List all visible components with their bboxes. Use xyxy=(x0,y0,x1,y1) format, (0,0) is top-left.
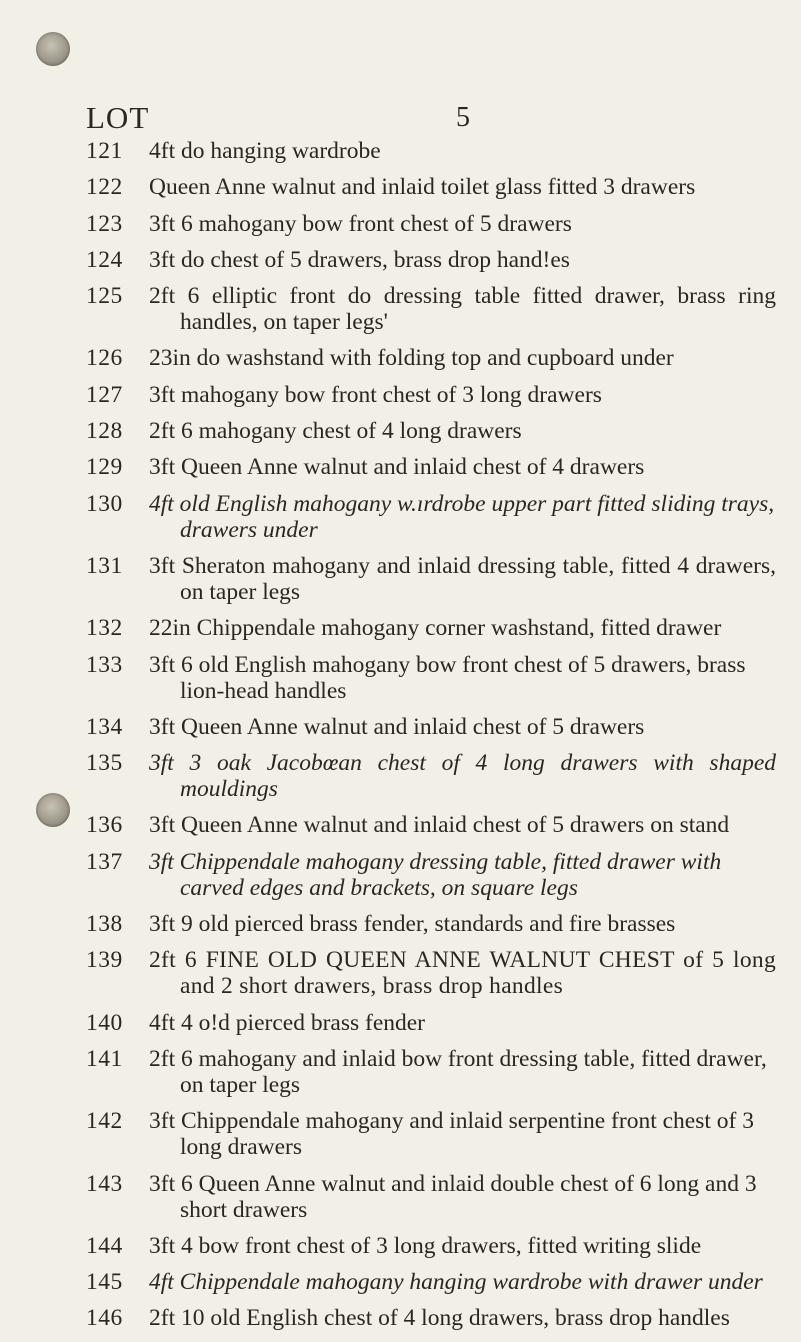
lot-number: 121 xyxy=(86,138,123,164)
lot-column-heading: LOT xyxy=(86,100,150,135)
lot-number: 137 xyxy=(86,848,123,875)
lot-description: 23in do washstand with folding top and cupboard under xyxy=(149,345,674,372)
lot-description: 3ft mahogany bow front chest of 3 long drawers xyxy=(149,381,602,408)
lot-description: 3ft Chippendale mahogany and inlaid serpentine front chest of 3 long drawers xyxy=(149,1108,754,1161)
list-item xyxy=(86,911,776,937)
list-item xyxy=(86,211,776,237)
lot-description: 3ft 6 Queen Anne walnut and inlaid double chest of 6 long and 3 short drawers xyxy=(149,1170,757,1223)
lot-number: 140 xyxy=(86,1009,123,1036)
punch-hole-icon xyxy=(36,793,70,827)
lot-description: 4ft Chippendale mahogany hanging wardrobe with drawer under xyxy=(149,1269,763,1296)
lot-number: 136 xyxy=(86,812,123,839)
lot-number: 123 xyxy=(86,210,123,237)
lot-number: 124 xyxy=(86,246,123,273)
lot-number: 139 xyxy=(86,947,123,974)
lot-description: 2ft 10 old English chest of 4 long drawers, brass drop handles xyxy=(149,1305,730,1332)
list-item xyxy=(86,1269,776,1295)
list-item xyxy=(86,454,776,480)
punch-hole-icon xyxy=(36,32,70,66)
lot-number: 135 xyxy=(86,750,123,777)
lot-description: 3ft Sheraton mahogany and inlaid dressing table, fitted 4 drawers, on taper legs xyxy=(149,552,776,605)
lot-number: 125 xyxy=(86,283,123,310)
lot-number: 144 xyxy=(86,1232,123,1259)
lot-description: 4ft do hanging wardrobe xyxy=(149,138,381,164)
list-item xyxy=(86,345,776,371)
lot-description: 3ft 3 oak Jacobœan chest of 4 long drawers with shaped mouldings xyxy=(149,750,776,803)
lot-description: 3ft Chippendale mahogany dressing table, fitted drawer with carved edges and brackets, on square legs xyxy=(149,848,722,901)
lot-description: 3ft Queen Anne walnut and inlaid chest of 4 drawers xyxy=(149,454,645,481)
list-item xyxy=(86,1108,776,1160)
lot-number: 141 xyxy=(86,1045,123,1072)
list-item xyxy=(86,849,776,901)
lot-number: 126 xyxy=(86,345,123,372)
list-item xyxy=(86,1233,776,1259)
lot-number: 145 xyxy=(86,1269,123,1296)
lot-description: 4ft 4 o!d pierced brass fender xyxy=(149,1009,426,1036)
page-header xyxy=(86,100,765,135)
lot-number: 133 xyxy=(86,651,123,678)
list-item xyxy=(86,418,776,444)
list-item xyxy=(86,283,776,335)
lot-description: 2ft 6 mahogany and inlaid bow front dressing table, fitted drawer, on taper legs xyxy=(149,1045,767,1098)
list-item xyxy=(86,553,776,605)
list-item xyxy=(86,652,776,704)
lot-number: 128 xyxy=(86,418,123,445)
lot-description: 3ft Queen Anne walnut and inlaid chest of 5 drawers on stand xyxy=(149,812,730,839)
lot-description: 2ft 6 FINE OLD QUEEN ANNE WALNUT CHEST of 5 long and 2 short drawers, brass drop handles xyxy=(149,947,776,1000)
list-item xyxy=(86,138,776,164)
lot-description: 2ft 6 mahogany chest of 4 long drawers xyxy=(149,418,522,445)
page-number: 5 xyxy=(456,102,470,133)
lot-number: 134 xyxy=(86,713,123,740)
list-item xyxy=(86,491,776,543)
lot-number: 129 xyxy=(86,454,123,481)
list-item xyxy=(86,812,776,838)
list-item xyxy=(86,615,776,641)
lot-list xyxy=(86,138,776,1342)
list-item xyxy=(86,947,776,999)
lot-number: 138 xyxy=(86,911,123,938)
list-item xyxy=(86,1171,776,1223)
lot-number: 146 xyxy=(86,1305,123,1332)
lot-number: 131 xyxy=(86,552,123,579)
list-item xyxy=(86,1010,776,1036)
lot-number: 122 xyxy=(86,174,123,201)
lot-description: 3ft do chest of 5 drawers, brass drop hand!es xyxy=(149,246,570,273)
lot-description: 2ft 6 elliptic front do dressing table fitted drawer, brass ring handles, on taper legs' xyxy=(149,283,776,336)
lot-description: 4ft old English mahogany w.ırdrobe upper part fitted sliding trays, drawers under xyxy=(149,490,775,543)
lot-number: 132 xyxy=(86,615,123,642)
lot-number: 143 xyxy=(86,1170,123,1197)
list-item xyxy=(86,1046,776,1098)
list-item xyxy=(86,714,776,740)
list-item xyxy=(86,750,776,802)
lot-description: 3ft 6 old English mahogany bow front chest of 5 drawers, brass lion-head handles xyxy=(149,651,746,704)
lot-number: 127 xyxy=(86,381,123,408)
lot-description: 22in Chippendale mahogany corner washstand, fitted drawer xyxy=(149,615,722,642)
list-item xyxy=(86,247,776,273)
lot-description: 3ft Queen Anne walnut and inlaid chest of 5 drawers xyxy=(149,713,645,740)
lot-description: 3ft 6 mahogany bow front chest of 5 drawers xyxy=(149,210,572,237)
lot-description: Queen Anne walnut and inlaid toilet glass fitted 3 drawers xyxy=(149,174,696,201)
lot-description: 3ft 9 old pierced brass fender, standards and fire brasses xyxy=(149,911,676,938)
list-item xyxy=(86,382,776,408)
lot-number: 130 xyxy=(86,490,123,517)
lot-description: 3ft 4 bow front chest of 3 long drawers, fitted writing slide xyxy=(149,1232,702,1259)
list-item xyxy=(86,1305,776,1331)
list-item xyxy=(86,174,776,200)
lot-number: 142 xyxy=(86,1108,123,1135)
